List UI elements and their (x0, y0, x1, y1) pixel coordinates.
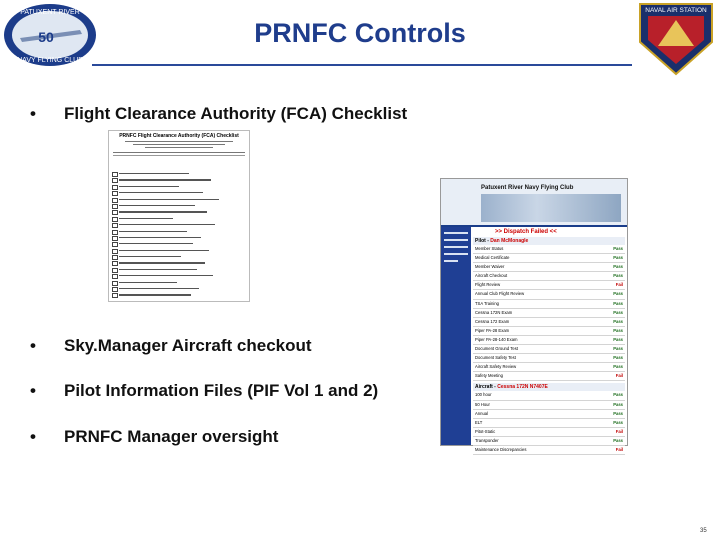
checklist-item-text (119, 218, 173, 219)
checkbox-icon (112, 178, 118, 183)
pilot-name-link[interactable]: Dan McMonagle (490, 238, 529, 244)
checklist-item (112, 229, 246, 234)
sidebar-line (444, 239, 468, 241)
checkbox-icon (112, 210, 118, 215)
checkbox-icon (112, 230, 118, 235)
sidebar-line (444, 253, 468, 255)
bullet-text: PRNFC Manager oversight (64, 427, 279, 446)
check-label: Piper PA-28 Exam (475, 327, 510, 333)
club-name: Patuxent River Navy Flying Club (481, 185, 574, 191)
dispatch-check-row (473, 281, 625, 290)
checkbox-icon (112, 198, 118, 203)
check-label: Aircraft Safety Review (475, 364, 517, 370)
checkbox-icon (112, 172, 118, 177)
check-status: Fail (615, 282, 623, 288)
checklist-subtitle-lines (109, 141, 249, 148)
section-label: Pilot - (475, 238, 491, 244)
check-status: Pass (613, 246, 623, 251)
checkbox-icon (112, 281, 118, 286)
check-status: Pass (613, 327, 623, 333)
dispatch-check-row (473, 372, 625, 381)
check-status: Fail (615, 428, 623, 434)
check-status: Pass (613, 318, 623, 324)
check-label: TSA Training (475, 300, 499, 306)
checkbox-icon (112, 191, 118, 196)
checklist-item (112, 286, 246, 291)
check-status: Pass (613, 346, 623, 352)
dispatch-check-row (473, 419, 625, 428)
sidebar-line (444, 246, 468, 248)
check-status: Pass (613, 309, 623, 315)
check-status: Pass (613, 437, 623, 443)
dispatch-check-row (473, 437, 625, 446)
dispatch-check-row (473, 391, 625, 400)
dispatch-check-row (473, 410, 625, 419)
checklist-item (112, 260, 246, 265)
dispatch-check-row (473, 446, 625, 455)
check-status: Pass (613, 264, 623, 270)
checklist-item (112, 248, 246, 253)
logo-right-text: NAVAL AIR STATION (645, 7, 707, 14)
aircraft-name-link[interactable]: Cessna 172N N7407E (497, 384, 548, 391)
checkbox-icon (112, 185, 118, 190)
check-status: Pass (613, 364, 623, 370)
bullet-text: Pilot Information Files (PIF Vol 1 and 2) (64, 381, 379, 400)
check-status: Pass (613, 273, 623, 279)
check-label: Member Status (475, 246, 504, 251)
sidebar-line (444, 232, 468, 234)
check-label: Cessna 172N Exam (475, 309, 513, 315)
bullet-pilot-information-files (30, 381, 378, 401)
check-status: Pass (613, 355, 623, 361)
bullet-glyph: • (30, 336, 36, 355)
check-label: Maintenance Discrepancies (475, 446, 527, 452)
bullet-glyph: • (30, 381, 36, 400)
check-label: Safety Meeting (475, 373, 503, 379)
checkbox-icon (112, 287, 118, 292)
checklist-item (112, 280, 246, 285)
dispatch-sidebar (441, 227, 471, 445)
checklist-item (112, 216, 246, 221)
check-status: Fail (615, 446, 623, 452)
logo-number: 50 (38, 29, 54, 45)
checklist-item (112, 177, 246, 182)
checklist-item-text (119, 179, 211, 180)
banner-image (481, 194, 621, 222)
checklist-item-text (119, 192, 203, 193)
dispatch-check-row (473, 401, 625, 410)
title-divider (92, 64, 632, 66)
bullet-glyph: • (30, 427, 36, 446)
check-status: Fail (615, 373, 623, 379)
checkbox-icon (112, 204, 118, 209)
sidebar-line (444, 260, 458, 262)
logo-bottom-text: NAVY FLYING CLUB (17, 57, 83, 64)
page-number: 35 (700, 528, 707, 534)
checklist-item-text (119, 224, 215, 225)
bullet-text: Sky.Manager Aircraft checkout (64, 336, 312, 355)
check-label: Document Ground Test (475, 346, 518, 352)
page-title: PRNFC Controls (254, 18, 466, 48)
dispatch-check-row (473, 263, 625, 272)
check-status: Pass (613, 255, 623, 261)
checkbox-icon (112, 268, 118, 273)
checklist-item (112, 254, 246, 259)
check-status: Pass (613, 419, 623, 425)
checkbox-icon (112, 274, 118, 279)
check-label: Transponder (475, 437, 499, 443)
check-label: Flight Review (475, 282, 501, 288)
checkbox-icon (112, 223, 118, 228)
checklist-item-text (119, 256, 181, 257)
check-label: ELT (475, 419, 483, 425)
check-status: Pass (613, 291, 623, 297)
checklist-item-text (119, 262, 205, 263)
dispatch-banner (441, 179, 627, 227)
checklist-item (112, 171, 246, 176)
check-status: Pass (613, 401, 623, 407)
checklist-item-text (119, 186, 179, 187)
checklist-item (112, 292, 246, 297)
check-label: Medical Certificate (475, 255, 510, 261)
check-label: 100 hour (475, 392, 492, 398)
pilot-check-list (473, 245, 625, 381)
dispatch-main (473, 227, 625, 452)
checklist-fields (113, 152, 245, 156)
dispatch-check-row (473, 254, 625, 263)
dispatch-check-row (473, 428, 625, 437)
bullet-text: Flight Clearance Authority (FCA) Checklist (64, 104, 408, 123)
aircraft-check-list (473, 391, 625, 455)
section-label: Aircraft - (475, 384, 498, 391)
dispatch-check-row (473, 290, 625, 299)
checklist-item-text (119, 211, 207, 212)
dispatch-check-row (473, 309, 625, 318)
check-label: Cessna 172 Exam (475, 318, 510, 324)
check-status: Pass (613, 392, 623, 398)
check-label: Member Waiver (475, 264, 505, 270)
checkbox-icon (112, 293, 118, 298)
checklist-item-text (119, 294, 191, 295)
checklist-item (112, 267, 246, 272)
dispatch-check-row (473, 327, 625, 336)
check-label: Piper PA-28-140 Exam (475, 336, 518, 342)
checkbox-icon (112, 249, 118, 254)
checklist-title: PRNFC Flight Clearance Authority (FCA) Checklist (119, 133, 239, 139)
dispatch-check-row (473, 345, 625, 354)
checklist-item-text (119, 237, 201, 238)
check-label: Annual (475, 410, 489, 416)
bullet-glyph: • (30, 104, 36, 123)
dispatch-failed-text: >> Dispatch Failed << (495, 229, 557, 235)
fca-checklist-document (108, 130, 250, 302)
checklist-item-text (119, 275, 213, 276)
checkbox-icon (112, 255, 118, 260)
check-status: Pass (613, 410, 623, 416)
checklist-item (112, 241, 246, 246)
checklist-item (112, 197, 246, 202)
check-label: 50 Hour (475, 401, 490, 407)
checklist-item-text (119, 243, 193, 244)
checklist-item-text (119, 231, 187, 232)
checkbox-icon (112, 217, 118, 222)
dispatch-check-row (473, 363, 625, 372)
dispatch-check-row (473, 245, 625, 254)
checkbox-icon (112, 261, 118, 266)
dispatch-check-row (473, 318, 625, 327)
checklist-item (112, 222, 246, 227)
aircraft-section-header (473, 383, 625, 391)
dispatch-screenshot (440, 178, 628, 452)
dispatch-check-row (473, 336, 625, 345)
dispatch-check-row (473, 300, 625, 309)
checklist-item-text (119, 199, 219, 200)
check-label: Annual Club Flight Review (475, 291, 525, 297)
checklist-item-text (119, 173, 189, 174)
checklist-item (112, 235, 246, 240)
bullet-skymanager-checkout (30, 336, 312, 356)
checklist-item (112, 184, 246, 189)
check-status: Pass (613, 300, 623, 306)
checklist-item-text (119, 269, 197, 270)
pilot-section-header (473, 237, 625, 245)
checklist-item (112, 273, 246, 278)
checkbox-icon (112, 242, 118, 247)
logo-top-text: PATUXENT RIVER (20, 9, 80, 16)
checklist-item-text (119, 288, 199, 289)
checklist-item-text (119, 282, 177, 283)
check-status: Pass (613, 336, 623, 342)
bullet-fca-checklist (30, 104, 407, 124)
checklist-rows (112, 171, 246, 297)
check-label: Aircraft Checkout (475, 273, 508, 279)
check-label: Document Safety Test (475, 355, 516, 361)
checklist-item-text (119, 205, 195, 206)
checklist-item (112, 209, 246, 214)
bullet-manager-oversight (30, 427, 278, 447)
checklist-item (112, 203, 246, 208)
dispatch-check-row (473, 272, 625, 281)
checklist-item (112, 190, 246, 195)
dispatch-check-row (473, 354, 625, 363)
checklist-item-text (119, 250, 209, 251)
check-label: Pitot-Static (475, 428, 496, 434)
checkbox-icon (112, 236, 118, 241)
